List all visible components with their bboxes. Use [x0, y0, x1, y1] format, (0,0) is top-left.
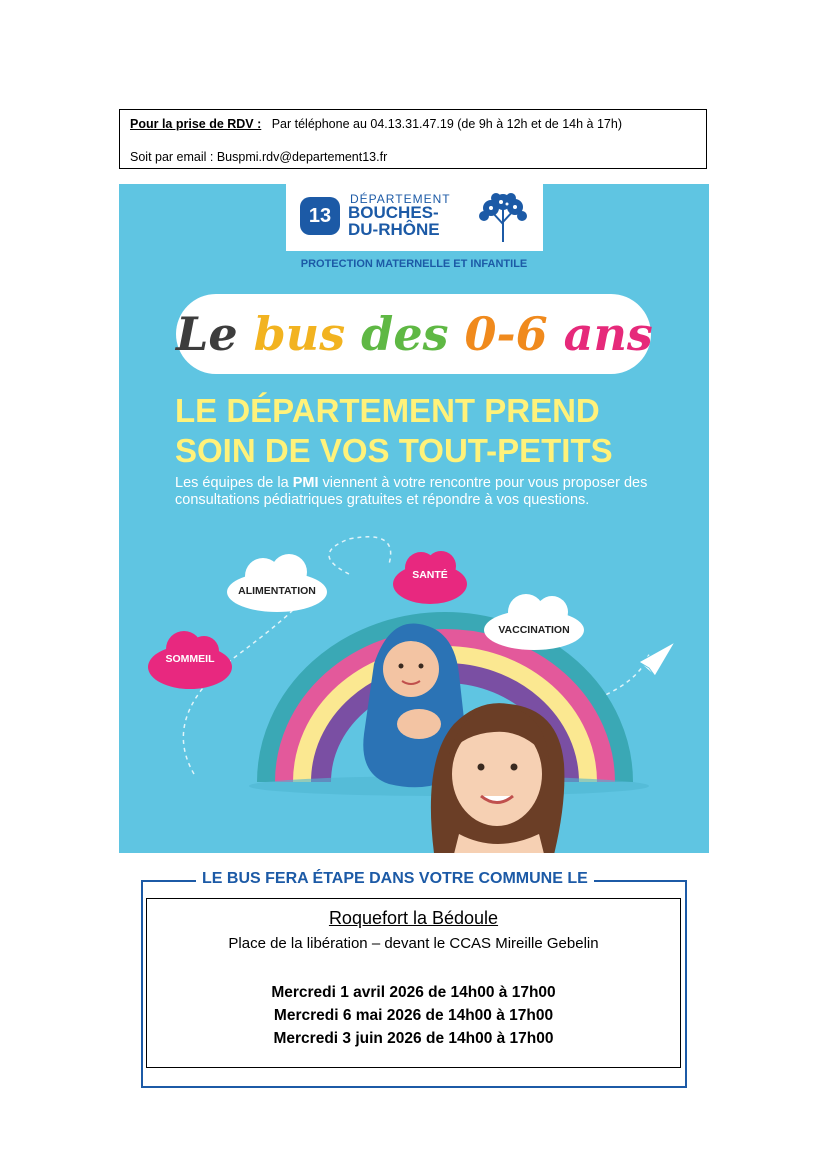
intro-bold: PMI: [292, 475, 319, 491]
headline-line1: LE DÉPARTEMENT PREND: [175, 392, 600, 429]
logo-name: [348, 204, 440, 238]
olive-tree-icon: [474, 190, 532, 244]
commune-name: Roquefort la Bédoule: [328, 908, 499, 928]
headline: [175, 391, 695, 471]
cloud-vaccination: [482, 588, 586, 652]
cloud-alimentation-label: ALIMENTATION: [238, 585, 316, 597]
date-line: Mercredi 1 avril 2026 de 14h00 à 17h00: [271, 984, 556, 1001]
date-line: Mercredi 3 juin 2026 de 14h00 à 17h00: [273, 1030, 554, 1047]
logo-dept-word: DÉPARTEMENT: [350, 192, 451, 206]
etape-title: LE BUS FERA ÉTAPE DANS VOTRE COMMUNE LE: [196, 870, 594, 888]
title-word-le: Le: [176, 307, 238, 361]
title-word-age: 0-6: [464, 307, 548, 361]
cloud-vaccination-label: VACCINATION: [498, 624, 570, 636]
logo-name-line1: BOUCHES-: [348, 203, 439, 222]
title-word-des: des: [361, 307, 449, 361]
rdv-label: Pour la prise de RDV :: [130, 117, 262, 131]
cloud-shape: [225, 552, 329, 614]
rdv-phone-text: Par téléphone au 04.13.31.47.19 (de 9h à 12h et de 14h à 17h): [271, 117, 622, 131]
commune-box: [146, 898, 681, 1068]
date-line: Mercredi 6 mai 2026 de 14h00 à 17h00: [273, 1007, 554, 1024]
poster: [119, 184, 709, 853]
rdv-email-line: Soit par email : Buspmi.rdv@departement13.fr: [130, 150, 388, 164]
paper-plane-icon: [639, 642, 675, 676]
intro-text: [175, 475, 655, 509]
cloud-sommeil: [146, 625, 234, 693]
logo-badge: 13: [300, 197, 340, 235]
title-word-bus: bus: [253, 307, 346, 361]
intro-after: viennent à votre rencontre pour vous proposer des consultations pédiatriques gratuites et répondre à vos questions.: [175, 475, 648, 508]
pmi-label: PROTECTION MATERNELLE ET INFANTILE: [300, 258, 528, 270]
title-pill: [176, 294, 651, 374]
cloud-sante-label: SANTÉ: [412, 569, 448, 581]
commune-place: Place de la libération – devant le CCAS Mireille Gebelin: [228, 935, 599, 952]
cloud-sommeil-label: SOMMEIL: [165, 653, 215, 665]
cloud-alimentation: [225, 552, 329, 614]
title-word-ans: ans: [563, 307, 653, 361]
rdv-contact-box: [119, 109, 707, 169]
department-logo: [286, 184, 543, 251]
logo-name-line2: DU-RHÔNE: [348, 220, 440, 239]
intro-before: Les équipes de la: [175, 475, 293, 491]
cloud-shape: [482, 588, 586, 652]
rdv-phone-line: [130, 117, 622, 131]
headline-line2: SOIN DE VOS TOUT-PETITS: [175, 432, 613, 469]
cloud-sante: [391, 546, 469, 606]
